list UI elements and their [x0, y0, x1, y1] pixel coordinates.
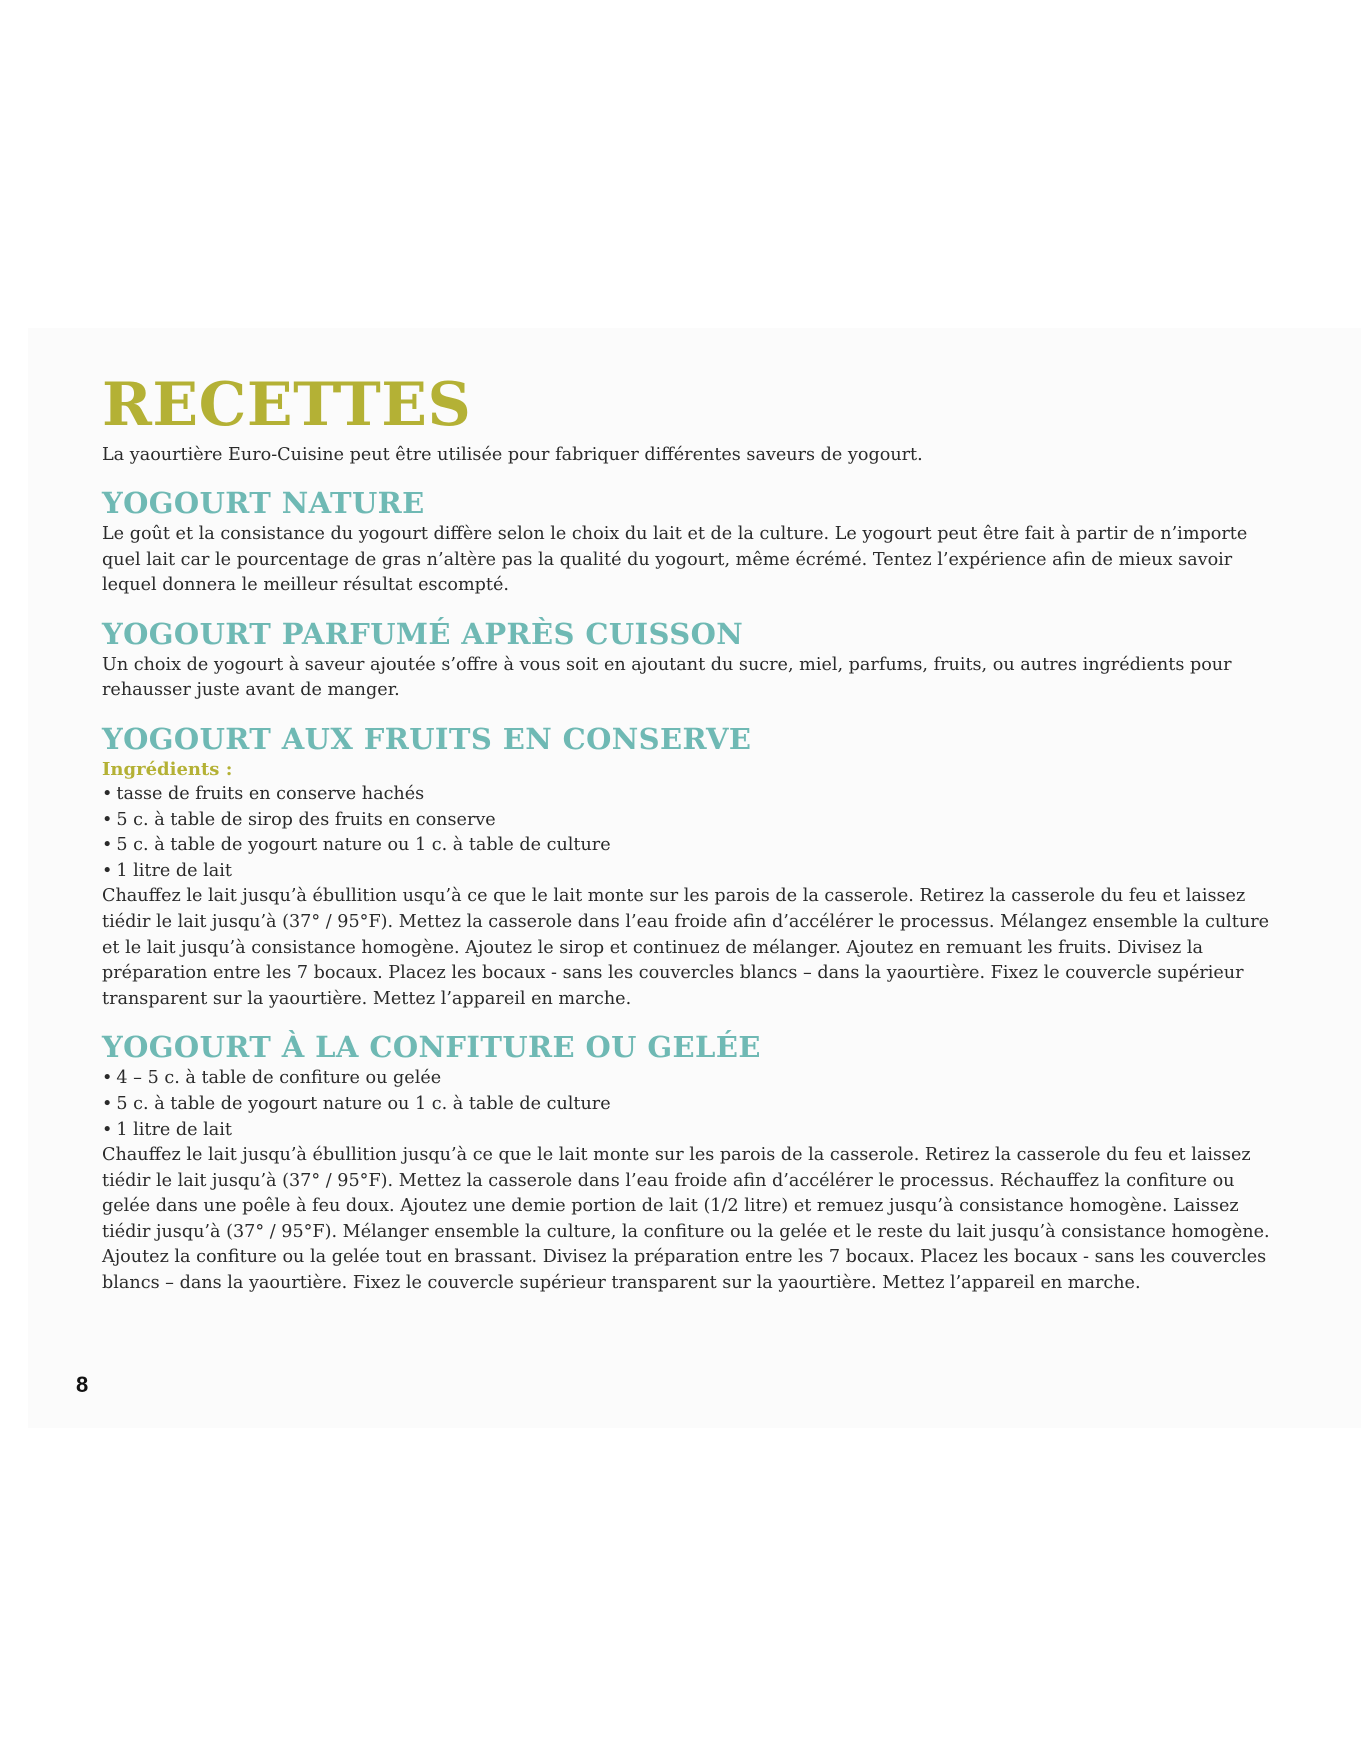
page-number: 8: [76, 1372, 89, 1397]
list-item: [102, 859, 1272, 885]
bullet-icon: •: [102, 783, 113, 804]
bullet-icon: •: [102, 860, 113, 881]
bullet-icon: •: [102, 809, 113, 830]
intro-text: La yaourtière Euro-Cuisine peut être utilisée pour fabriquer différentes saveurs de yogourt.: [102, 445, 923, 465]
list-item: [102, 808, 1272, 834]
section-yogourt-parfume: [102, 617, 1272, 704]
section-heading: YOGOURT AUX FRUITS EN CONSERVE: [102, 721, 752, 756]
section-yogourt-fruits-conserve: [102, 722, 1272, 1012]
section-yogourt-confiture: [102, 1030, 1272, 1296]
ingredient-text: 1 litre de lait: [116, 860, 232, 881]
bullet-icon: •: [102, 1119, 113, 1140]
ingredient-text: 5 c. à table de sirop des fruits en conserve: [116, 809, 496, 830]
list-item: [102, 1092, 1272, 1118]
ingredient-text: 1 litre de lait: [116, 1119, 232, 1140]
list-item: [102, 782, 1272, 808]
ingredient-text: 5 c. à table de yogourt nature ou 1 c. à table de culture: [116, 1093, 611, 1114]
list-item: [102, 833, 1272, 859]
page-title: RECETTES: [102, 370, 472, 440]
ingredients-list: [102, 1066, 1272, 1143]
ingredient-text: 5 c. à table de yogourt nature ou 1 c. à table de culture: [116, 835, 611, 856]
section-yogourt-nature: [102, 486, 1272, 599]
list-item: [102, 1118, 1272, 1144]
ingredient-text: 4 – 5 c. à table de confiture ou gelée: [116, 1068, 442, 1089]
list-item: [102, 1066, 1272, 1092]
bullet-icon: •: [102, 1093, 113, 1114]
section-heading: YOGOURT PARFUMÉ APRÈS CUISSON: [102, 616, 744, 651]
bullet-icon: •: [102, 835, 113, 856]
section-heading: YOGOURT À LA CONFITURE OU GELÉE: [102, 1030, 761, 1065]
ingredients-heading: Ingrédients :: [102, 758, 233, 780]
section-paragraph: Chauffez le lait jusqu’à ébullition jusqu’à ce que le lait monte sur les parois de la casserole. Retirez la casserole du feu et laissez tiédir le lait jusqu’à (37° / 95°F). Mettez la casserole dans l’eau froide afin d’accélérer le processus. Réchauffez la confiture ou gelée dans une poêle à feu doux. Ajoutez une demie portion de lait (1/2 litre) et remuez jusqu’à consistance homogène. Laissez tiédir jusqu’à (37° / 95°F). Mélanger ensemble la culture, la confiture ou la gelée et le reste du lait jusqu’à consistance homogène. Ajoutez la confiture ou la gelée tout en brassant. Divisez la préparation entre les 7 bocaux. Placez les bocaux - sans les couvercles blancs – dans la yaourtière. Fixez le couvercle supérieur transparent sur la yaourtière. Mettez l’appareil en marche.: [102, 1145, 1270, 1294]
section-heading: YOGOURT NATURE: [102, 486, 425, 520]
section-paragraph: Le goût et la consistance du yogourt diffère selon le choix du lait et de la culture. Le yogourt peut être fait à partir de n’importe quel lait car le pourcentage de gras n’altère pas la qualité du yogourt, même écrémé. Tentez l’expérience afin de mieux savoir lequel donnera le meilleur résultat escompté.: [102, 524, 1248, 596]
section-paragraph: Un choix de yogourt à saveur ajoutée s’offre à vous soit en ajoutant du sucre, miel, parfums, fruits, ou autres ingrédients pour rehausser juste avant de manger.: [102, 654, 1232, 701]
recipes-content: [102, 370, 1272, 1297]
ingredient-text: tasse de fruits en conserve hachés: [116, 783, 425, 804]
section-paragraph: Chauffez le lait jusqu’à ébullition usqu’à ce que le lait monte sur les parois de la casserole. Retirez la casserole du feu et laissez tiédir le lait jusqu’à (37° / 95°F). Mettez la casserole dans l’eau froide afin d’accélérer le processus. Mélangez ensemble la culture et le lait jusqu’à consistance homogène. Ajoutez le sirop et continuez de mélanger. Ajoutez en remuant les fruits. Divisez la préparation entre les 7 bocaux. Placez les bocaux - sans les couvercles blancs – dans la yaourtière. Fixez le couvercle supérieur transparent sur la yaourtière. Mettez l’appareil en marche.: [102, 886, 1270, 1009]
ingredients-list: [102, 782, 1272, 884]
bullet-icon: •: [102, 1068, 113, 1089]
